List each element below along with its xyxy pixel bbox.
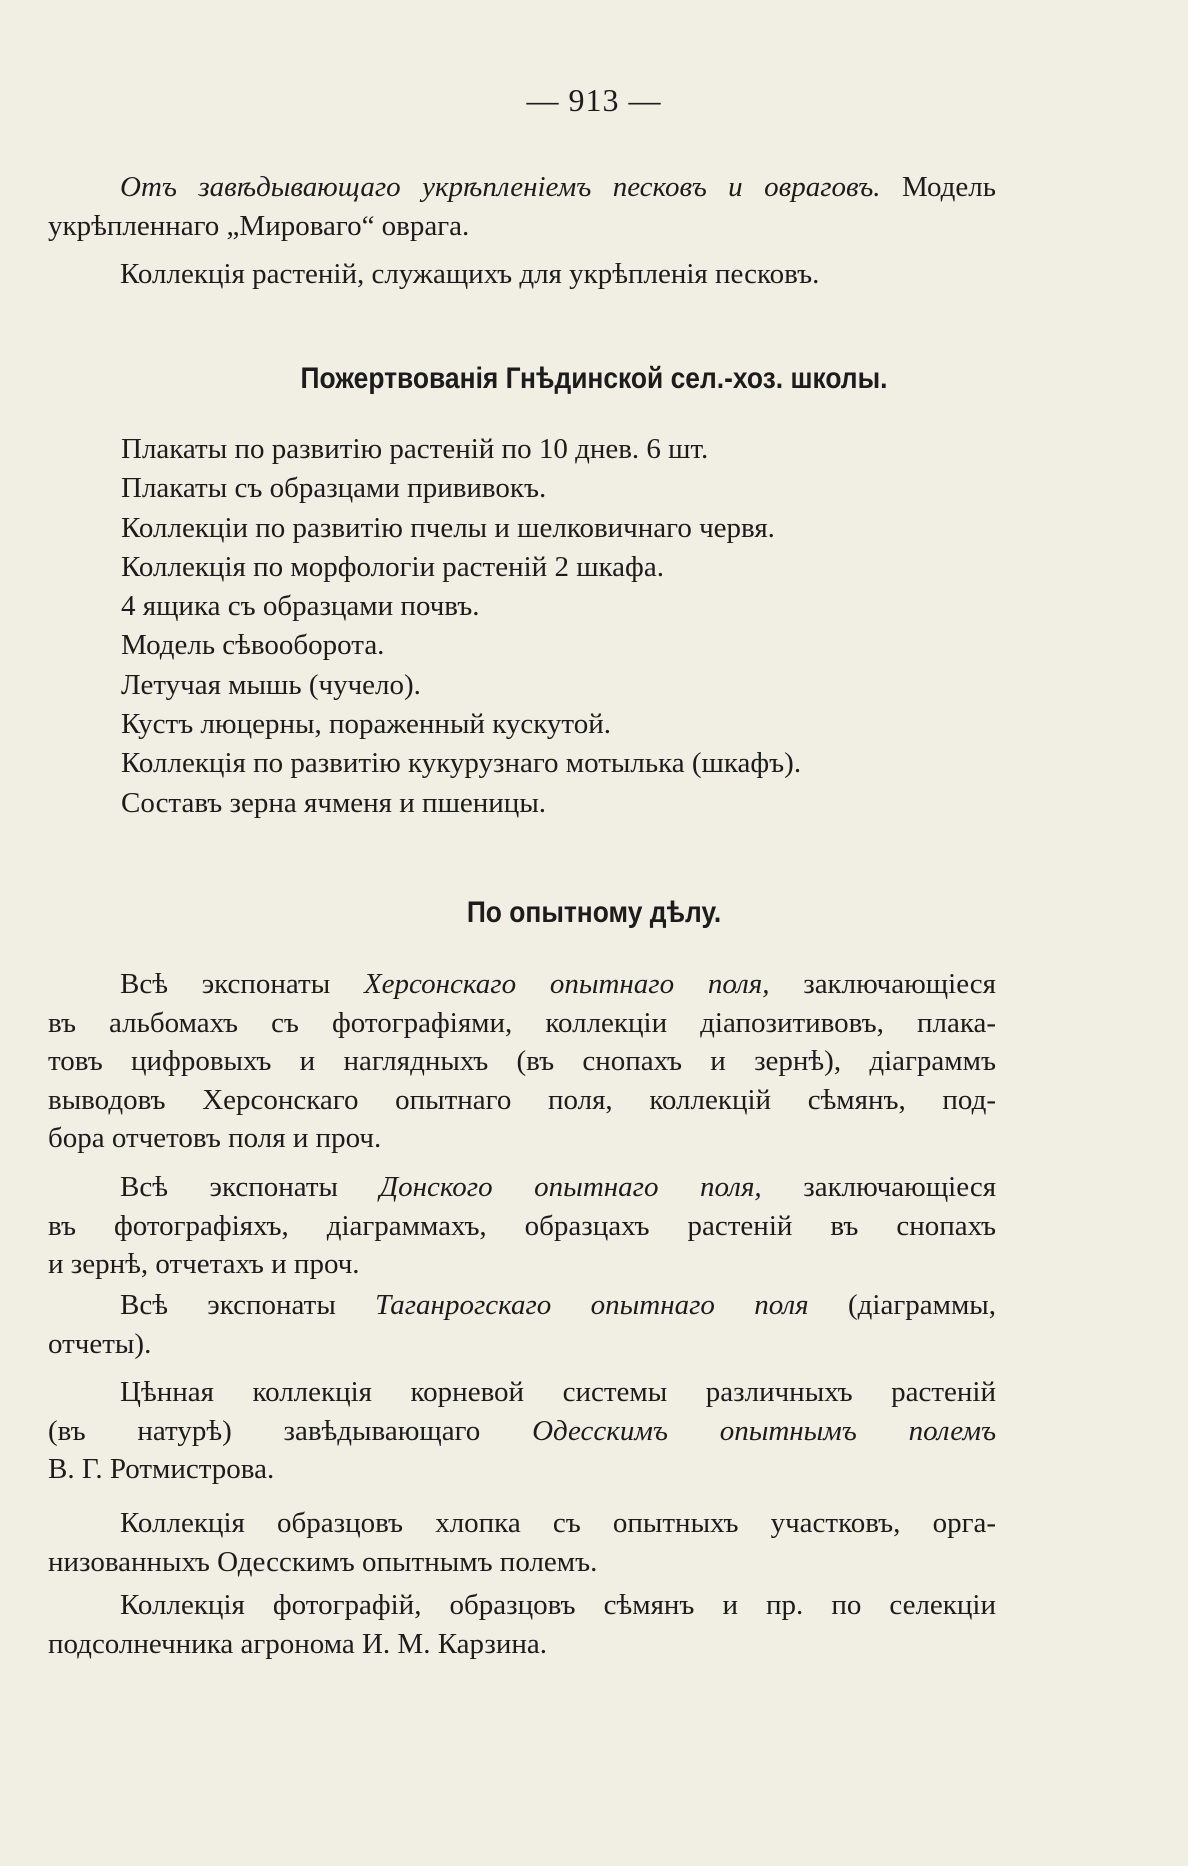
odessa-roots-paragraph: Цѣнная коллекція корневой системы различныхъ растеній (въ натурѣ) завѣдывающаго Одесскимъ опытнымъ полемъ В. Г. Ротмистрова.	[48, 1376, 997, 1485]
sands-line-1: Отъ завѣдывающаго укрѣпленіемъ песковъ и овраговъ. Модель	[120, 171, 997, 203]
list-item: Коллекція по развитію кукурузнаго мотылька (шкафъ).	[121, 747, 802, 780]
list-item: 4 ящика съ образцами почвъ.	[121, 590, 480, 623]
sands-plants-paragraph: Коллекція растеній, служащихъ для укрѣпленія песковъ.	[120, 258, 820, 290]
sands-source: Отъ завѣдывающаго укрѣпленіемъ песковъ и овраговъ.	[120, 171, 881, 203]
list-item: Коллекція по морфологіи растеній 2 шкафа.	[121, 550, 664, 583]
cotton-paragraph: Коллекція образцовъ хлопка съ опытныхъ участковъ, орга- низованныхъ Одесскимъ опытнымъ полемъ.	[48, 1507, 996, 1578]
kherson-field-name: Херсонскаго опытнаго поля,	[363, 968, 770, 1000]
experimental-heading: По опытному дѣлу.	[466, 896, 722, 929]
list-item: Плакаты по развитію растеній по 10 днев. 6 шт.	[121, 433, 709, 465]
page-number: — 913 —	[526, 82, 662, 118]
don-field-name: Донского опытнаго поля,	[379, 1171, 762, 1203]
gnedin-items-list	[121, 430, 1021, 823]
list-item: Летучая мышь (чучело).	[121, 668, 421, 701]
list-item: Составъ зерна ячменя и пшеницы.	[121, 786, 547, 819]
list-item: Коллекціи по развитію пчелы и шелковичнаго червя.	[121, 511, 775, 544]
taganrog-paragraph: Всѣ экспонаты Таганрогскаго опытнаго поля (діаграммы, отчеты).	[48, 1289, 997, 1360]
kherson-paragraph: Всѣ экспонаты Херсонскаго опытнаго поля, заключающіеся въ альбомахъ съ фотографіями, коллекціи діапозитивовъ, плака- товъ цифровыхъ и наглядныхъ (въ снопахъ и зернѣ), діаграммъ выводовъ Херсонскаго опытнаго поля, коллекцій сѣмянъ, под- бора отчетовъ поля и проч.	[48, 968, 996, 1154]
list-item: Модель сѣвооборота.	[121, 629, 385, 662]
sands-paragraph	[48, 168, 996, 245]
don-paragraph: Всѣ экспонаты Донского опытнаго поля, заключающіеся въ фотографіяхъ, діаграммахъ, образцахъ растеній въ снопахъ и зернѣ, отчетахъ и проч.	[48, 1171, 997, 1280]
list-item: Кустъ люцерны, пораженный кускутой.	[121, 708, 611, 741]
gnedin-heading: Пожертвованія Гнѣдинской сел.-хоз. школы.	[300, 362, 888, 395]
sunflower-paragraph: Коллекція фотографій, образцовъ сѣмянъ и пр. по селекціи подсолнечника агронома И. М. Карзина.	[48, 1589, 996, 1660]
taganrog-field-name: Таганрогскаго опытнаго поля	[375, 1289, 809, 1321]
sands-line-2: укрѣпленнаго „Мироваго“ оврага.	[48, 209, 470, 242]
list-item: Плакаты съ образцами прививокъ.	[121, 472, 547, 505]
odessa-field-name: Одесскимъ опытнымъ полемъ	[532, 1414, 997, 1447]
